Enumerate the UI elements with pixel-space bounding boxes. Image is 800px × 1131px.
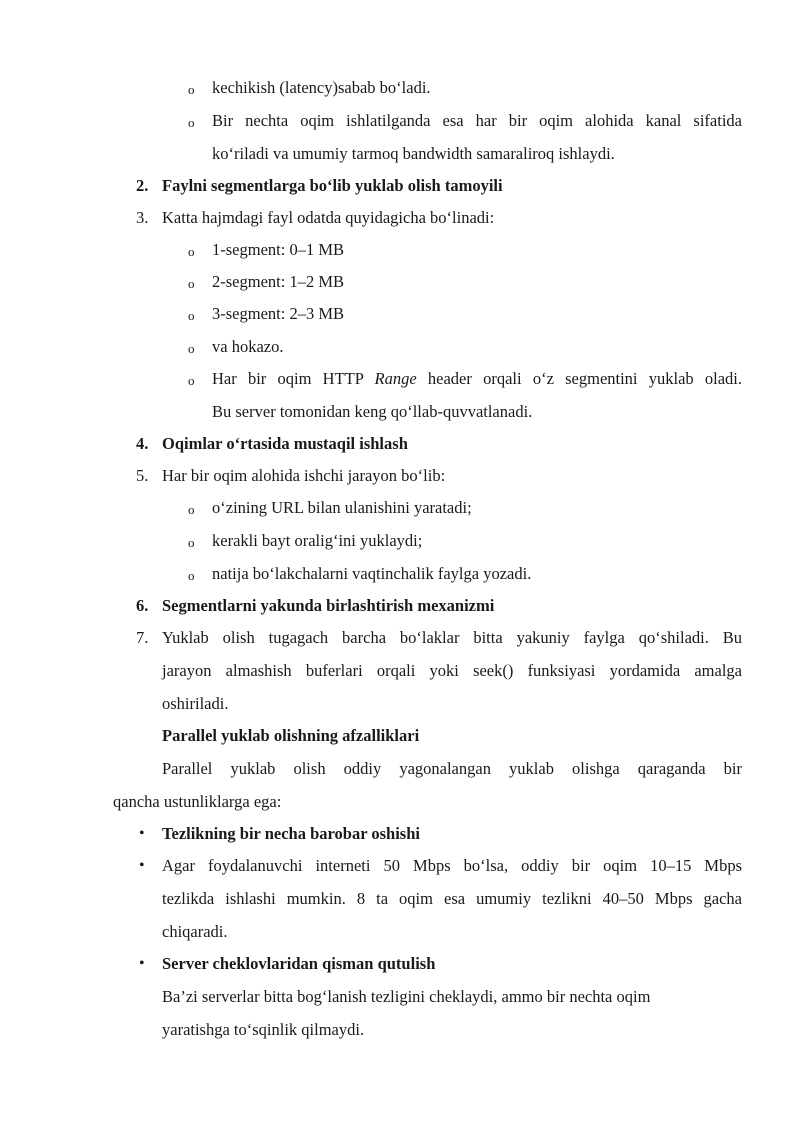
- bullet-marker: •: [139, 857, 145, 874]
- sub-bullet-marker: o: [188, 373, 195, 388]
- sub-item-segment-1: 1-segment: 0–1 MB: [212, 240, 344, 259]
- sub-item-temp-file: natija bo‘lakchalarni vaqtinchalik faylga yozadi.: [212, 564, 532, 583]
- bullet-marker: •: [139, 825, 145, 842]
- bullet-item-mbps-cont: tezlikda ishlashi mumkin. 8 ta oqim esa umumiy tezlikni 40–50 Mbps gacha: [162, 889, 742, 908]
- paragraph-server-cont: yaratishga to‘sqinlik qilmaydi.: [162, 1020, 365, 1039]
- bullet-heading-server: Server cheklovlaridan qisman qutulish: [162, 954, 436, 973]
- list-number: 6.: [136, 596, 149, 615]
- list-item-merge-cont-end: oshiriladi.: [162, 694, 229, 713]
- sub-bullet-marker: o: [188, 115, 195, 130]
- subheading-advantages: Parallel yuklab olishning afzalliklari: [162, 726, 420, 745]
- sub-item-url: o‘zining URL bilan ulanishini yaratadi;: [212, 498, 472, 517]
- list-number: 2.: [136, 176, 149, 195]
- list-item-worker: Har bir oqim alohida ishchi jarayon bo‘lib:: [162, 466, 446, 485]
- section-heading-independent: Oqimlar o‘rtasida mustaqil ishlash: [162, 434, 408, 453]
- bullet-item-mbps-cont-end: chiqaradi.: [162, 922, 228, 941]
- sub-item-streams: Bir nechta oqim ishlatilganda esa har bir oqim alohida kanal sifatida: [212, 111, 742, 130]
- section-heading-segments: Faylni segmentlarga bo‘lib yuklab olish tamoyili: [162, 176, 503, 195]
- list-item-merge-cont: jarayon almashish buferlari orqali yoki seek() funksiyasi yordamida amalga: [162, 661, 742, 680]
- section-heading-merge: Segmentlarni yakunda birlashtirish mexanizmi: [162, 596, 495, 615]
- sub-bullet-marker: o: [188, 308, 195, 323]
- sub-item-segment-2: 2-segment: 1–2 MB: [212, 272, 344, 291]
- list-number: 4.: [136, 434, 149, 453]
- list-number: 5.: [136, 466, 149, 485]
- list-item-merge: Yuklab olish tugagach barcha bo‘laklar bitta yakuniy faylga qo‘shiladi. Bu: [162, 628, 742, 647]
- sub-item-range-header-cont: Bu server tomonidan keng qo‘llab-quvvatlanadi.: [212, 402, 533, 421]
- paragraph-intro: Parallel yuklab olish oddiy yagonalangan yuklab olishga qaraganda bir: [162, 759, 742, 778]
- sub-item-latency: kechikish (latency)sabab bo‘ladi.: [212, 78, 431, 97]
- bullet-item-mbps: Agar foydalanuvchi interneti 50 Mbps bo‘lsa, oddiy bir oqim 10–15 Mbps: [162, 856, 742, 875]
- bullet-marker: •: [139, 955, 145, 972]
- bullet-heading-speed: Tezlikning bir necha barobar oshishi: [162, 824, 420, 843]
- sub-item-streams-cont: ko‘riladi va umumiy tarmoq bandwidth samaraliroq ishlaydi.: [212, 144, 615, 163]
- sub-bullet-marker: o: [188, 502, 195, 517]
- sub-bullet-marker: o: [188, 535, 195, 550]
- sub-bullet-marker: o: [188, 568, 195, 583]
- list-item-large-file: Katta hajmdagi fayl odatda quyidagicha bo‘linadi:: [162, 208, 495, 227]
- sub-bullet-marker: o: [188, 244, 195, 259]
- sub-item-etc: va hokazo.: [212, 337, 284, 356]
- paragraph-server: Ba’zi serverlar bitta bog‘lanish tezligini cheklaydi, ammo bir nechta oqim: [162, 987, 651, 1006]
- sub-item-segment-3: 3-segment: 2–3 MB: [212, 304, 344, 323]
- list-number: 3.: [136, 208, 149, 227]
- sub-item-range-header: Har bir oqim HTTP Range header orqali o‘z segmentini yuklab oladi.: [212, 369, 742, 388]
- sub-bullet-marker: o: [188, 82, 195, 97]
- sub-item-byte-range: kerakli bayt oralig‘ini yuklaydi;: [212, 531, 423, 550]
- sub-bullet-marker: o: [188, 276, 195, 291]
- paragraph-intro-cont: qancha ustunliklarga ega:: [113, 792, 282, 811]
- list-number: 7.: [136, 628, 149, 647]
- sub-bullet-marker: o: [188, 341, 195, 356]
